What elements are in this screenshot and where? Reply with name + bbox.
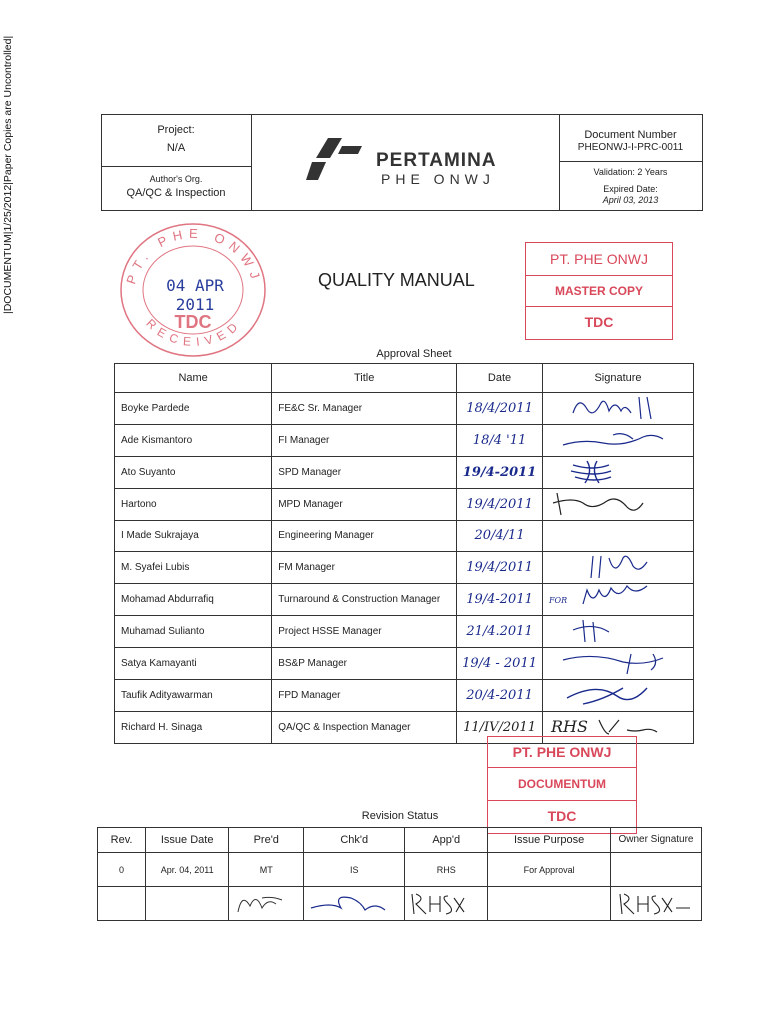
doc-number-label: Document Number [584,129,677,141]
approver-name: Satya Kamayanti [115,647,272,679]
signature-icon [542,551,693,583]
signature-icon [542,583,693,615]
approval-date: 21/4.2011 [457,615,543,647]
received-stamp-center: TDC [174,312,212,332]
revision-cell [610,853,701,887]
approval-date: 18/4/2011 [457,393,543,425]
revision-header-owner-signature: Owner Signature [610,828,701,853]
approver-title: FI Manager [272,425,457,457]
expired-value: April 03, 2013 [602,195,659,205]
approval-header-date: Date [457,364,543,393]
approver-name: Muhamad Sulianto [115,615,272,647]
revision-header-issue-date: Issue Date [146,828,229,853]
revision-cell: For Approval [488,853,611,887]
table-row [115,583,694,615]
signature-icon [542,425,693,457]
signature-note: RHS [550,716,588,736]
side-document-note: |DOCUMENTUM|1/25/2012|Paper Copies are Uncontrolled| [2,35,14,314]
master-stamp-line2: MASTER COPY [526,276,672,307]
logo-name: PERTAMINA [376,150,497,171]
master-stamp-line3: TDC [584,314,614,330]
revision-cell: 0 [98,853,146,887]
approval-date: 19/4-2011 [457,583,543,615]
author-label: Author's Org. [149,174,203,184]
approval-header-row [115,364,694,393]
signature-icon [610,887,701,921]
approver-name: Hartono [115,489,272,521]
approver-name: Mohamad Abdurrafiq [115,583,272,615]
approval-date: 18/4 '11 [457,425,543,457]
approver-title: Project HSSE Manager [272,615,457,647]
received-stamp-date: 04 APR 2011 [166,276,224,314]
approval-caption: Approval Sheet [376,348,452,360]
approval-date: 19/4/2011 [457,551,543,583]
signature-icon [542,489,693,521]
validation-text: Validation: 2 Years [593,167,668,177]
approval-date: 19/4 - 2011 [457,647,543,679]
table-row [115,647,694,679]
logo-subname: PHE ONWJ [381,171,495,187]
signature-icon [542,393,693,425]
documentum-stamp-line2: DOCUMENTUM [488,768,636,801]
signature-note: FOR [548,595,568,605]
project-value: N/A [166,142,186,154]
revision-table [97,827,702,921]
documentum-stamp [487,736,637,834]
signature-icon [542,521,693,552]
received-stamp-ring-top: PT. PHE ONWJ [123,225,265,286]
revision-header-approved: App'd [405,828,488,853]
documentum-stamp-line3: TDC [547,808,577,824]
approver-title: FE&C Sr. Manager [272,393,457,425]
revision-sign-cell [146,887,229,921]
table-row [98,853,702,887]
signature-icon [542,457,693,489]
table-row [115,425,694,457]
approver-title: BS&P Manager [272,647,457,679]
approver-title: Turnaround & Construction Manager [272,583,457,615]
approval-header-signature: Signature [542,364,693,393]
approval-header-title: Title [272,364,457,393]
approver-title: Engineering Manager [272,521,457,552]
master-stamp-line1: PT. PHE ONWJ [526,243,672,276]
approval-date: 11/IV/2011 [457,711,543,743]
table-row [115,679,694,711]
signature-icon [229,887,304,921]
approval-table [114,363,694,744]
approver-title: SPD Manager [272,457,457,489]
approval-date: 19/4-2011 [457,457,543,489]
approver-name: Ato Suyanto [115,457,272,489]
revision-header-row [98,828,702,853]
approver-title: FM Manager [272,551,457,583]
signature-icon [542,647,693,679]
revision-header-rev: Rev. [98,828,146,853]
table-row [115,521,694,552]
table-row [115,393,694,425]
revision-cell: Apr. 04, 2011 [146,853,229,887]
approver-title: FPD Manager [272,679,457,711]
revision-header-prepared: Pre'd [229,828,304,853]
signature-icon [405,887,488,921]
revision-header-checked: Chk'd [304,828,405,853]
approval-header-name: Name [115,364,272,393]
table-row [98,887,702,921]
approval-date: 20/4/11 [457,521,543,552]
approver-title: QA/QC & Inspection Manager [272,711,457,743]
revision-cell: IS [304,853,405,887]
signature-icon [542,679,693,711]
revision-cell: MT [229,853,304,887]
revision-header-issue-purpose: Issue Purpose [488,828,611,853]
table-row [115,551,694,583]
received-stamp [112,218,272,358]
document-title: QUALITY MANUAL [318,270,475,290]
revision-cell: RHS [405,853,488,887]
expired-label: Expired Date: [603,184,658,194]
approver-name: Boyke Pardede [115,393,272,425]
approver-title: MPD Manager [272,489,457,521]
signature-icon [304,887,405,921]
project-label: Project: [157,124,195,136]
doc-number-value: PHEONWJ-I-PRC-0011 [577,142,684,153]
approval-date: 20/4-2011 [457,679,543,711]
approver-name: Richard H. Sinaga [115,711,272,743]
table-row [115,489,694,521]
author-value: QA/QC & Inspection [126,187,226,199]
approver-name: Taufik Adityawarman [115,679,272,711]
approver-name: M. Syafei Lubis [115,551,272,583]
revision-sign-cell [488,887,611,921]
approval-date: 19/4/2011 [457,489,543,521]
revision-sign-cell [98,887,146,921]
table-row [115,457,694,489]
approver-name: I Made Sukrajaya [115,521,272,552]
documentum-stamp-line1: PT. PHE ONWJ [488,737,636,768]
master-copy-stamp [525,242,673,340]
revision-caption: Revision Status [361,810,439,822]
table-row [115,615,694,647]
signature-icon [542,615,693,647]
received-stamp-ring-bottom: RECEIVED [143,316,245,350]
pertamina-logo-icon [306,136,368,182]
approver-name: Ade Kismantoro [115,425,272,457]
